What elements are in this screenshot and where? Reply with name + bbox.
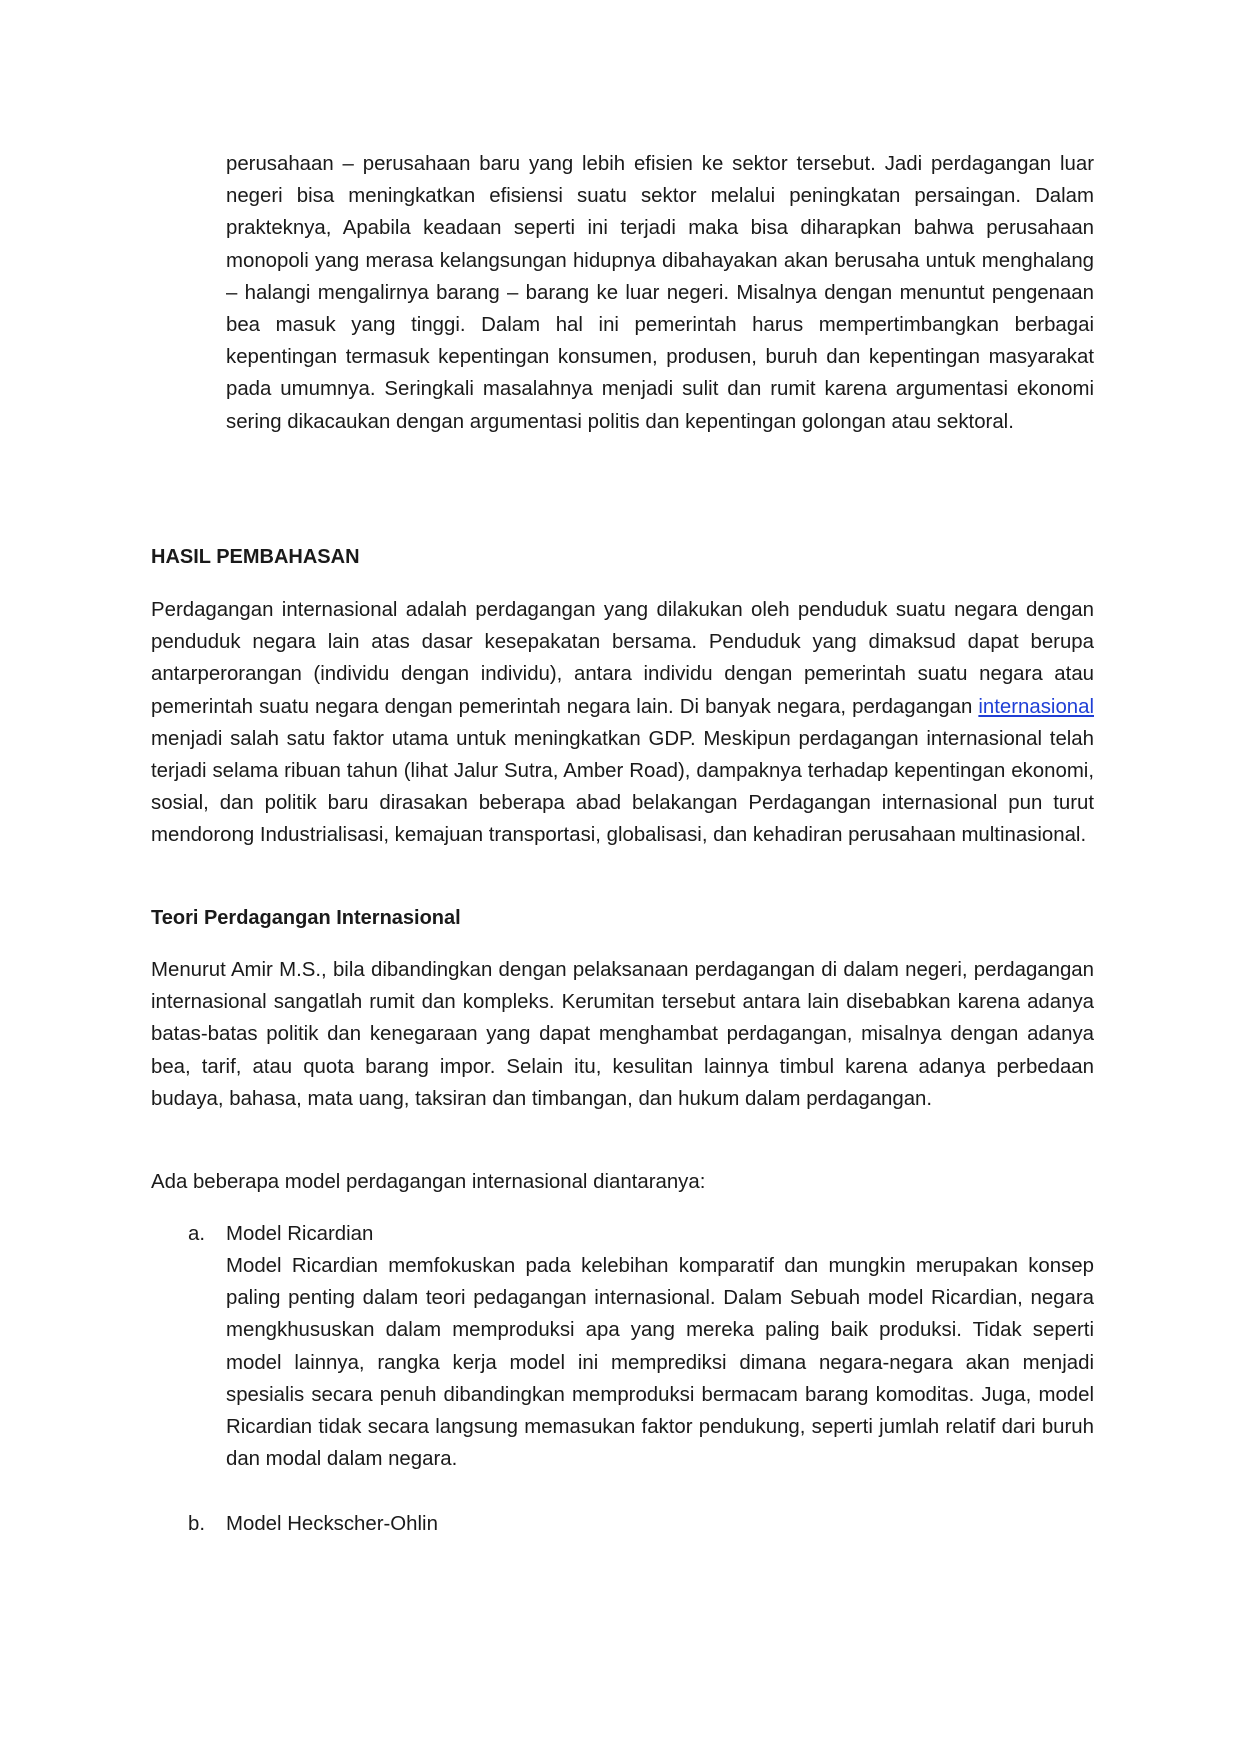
hasil-paragraph-text-after-link: menjadi salah satu faktor utama untuk meningkatkan GDP. Meskipun perdagangan internasional telah terjadi selama ribuan tahun (lihat Jalur Sutra, Amber Road), dampaknya terhadap kepentingan ekonomi, sosial, dan politik baru dirasakan beberapa abad belakangan Perdagangan internasional pun turut mendorong Industrialisasi, kemajuan transportasi, globalisasi, dan kehadiran perusahaan multinasional.	[151, 727, 1094, 847]
teori-paragraph: Menurut Amir M.S., bila dibandingkan dengan pelaksanaan perdagangan di dalam negeri, perdagangan internasional sangatlah rumit dan kompleks. Kerumitan tersebut antara lain disebabkan karena adanya batas-batas politik dan kenegaraan yang dapat menghambat perdagangan, misalnya dengan adanya bea, tarif, atau quota barang impor. Selain itu, kesulitan lainnya timbul karena adanya perbedaan budaya, bahasa, mata uang, taksiran dan timbangan, dan hukum dalam perdagangan.	[151, 959, 1094, 1110]
list-marker-a: a.	[188, 1223, 206, 1245]
internasional-link[interactable]: internasional	[978, 695, 1094, 718]
list-item-title-ricardian: Model Ricardian	[226, 1223, 374, 1245]
continuation-paragraph: perusahaan – perusahaan baru yang lebih efisien ke sektor tersebut. Jadi perdagangan luar negeri bisa meningkatkan efisiensi suatu sektor melalui peningkatan persaingan. Dalam prakteknya, Apabila keadaan seperti ini terjadi maka bisa diharapkan bahwa perusahaan monopoli yang merasa kelangsungan hidupnya dibahayakan akan berusaha untuk menghalang – halangi mengalirnya barang – barang ke luar negeri. Misalnya dengan menuntut pengenaan bea masuk yang tinggi. Dalam hal ini pemerintah harus mempertimbangkan berbagai kepentingan termasuk kepentingan konsumen, produsen, buruh dan kepentingan masyarakat pada umumnya. Seringkali masalahnya menjadi sulit dan rumit karena argumentasi ekonomi sering dikacaukan dengan argumentasi politis dan kepentingan golongan atau sektoral.	[226, 153, 1094, 433]
hasil-paragraph-text-before-link: Perdagangan internasional adalah perdagangan yang dilakukan oleh penduduk suatu negara dengan penduduk negara lain atas dasar kesepakatan bersama. Penduduk yang dimaksud dapat berupa antarperorangan (individu dengan individu), antara individu dengan pemerintah suatu negara atau pemerintah suatu negara dengan pemerintah negara lain. Di banyak negara, perdagangan	[151, 599, 1094, 718]
list-item-description-ricardian: Model Ricardian memfokuskan pada kelebihan komparatif dan mungkin merupakan konsep paling penting dalam teori pedagangan internasional. Dalam Sebuah model Ricardian, negara mengkhususkan dalam memproduksi apa yang mereka paling baik produksi. Tidak seperti model lainnya, rangka kerja model ini memprediksi dimana negara-negara akan menjadi spesialis secara penuh dibandingkan memproduksi bermacam barang komoditas. Juga, model Ricardian tidak secara langsung memasukan faktor pendukung, seperti jumlah relatif dari buruh dan modal dalam negara.	[226, 1255, 1094, 1471]
list-item-title-heckscher-ohlin: Model Heckscher-Ohlin	[226, 1513, 438, 1535]
models-intro: Ada beberapa model perdagangan internasional diantaranya:	[151, 1171, 706, 1193]
section-heading-hasil-pembahasan: HASIL PEMBAHASAN	[151, 546, 360, 568]
subheading-teori-perdagangan: Teori Perdagangan Internasional	[151, 907, 461, 929]
hasil-paragraph	[151, 594, 1094, 852]
list-marker-b: b.	[188, 1513, 206, 1535]
